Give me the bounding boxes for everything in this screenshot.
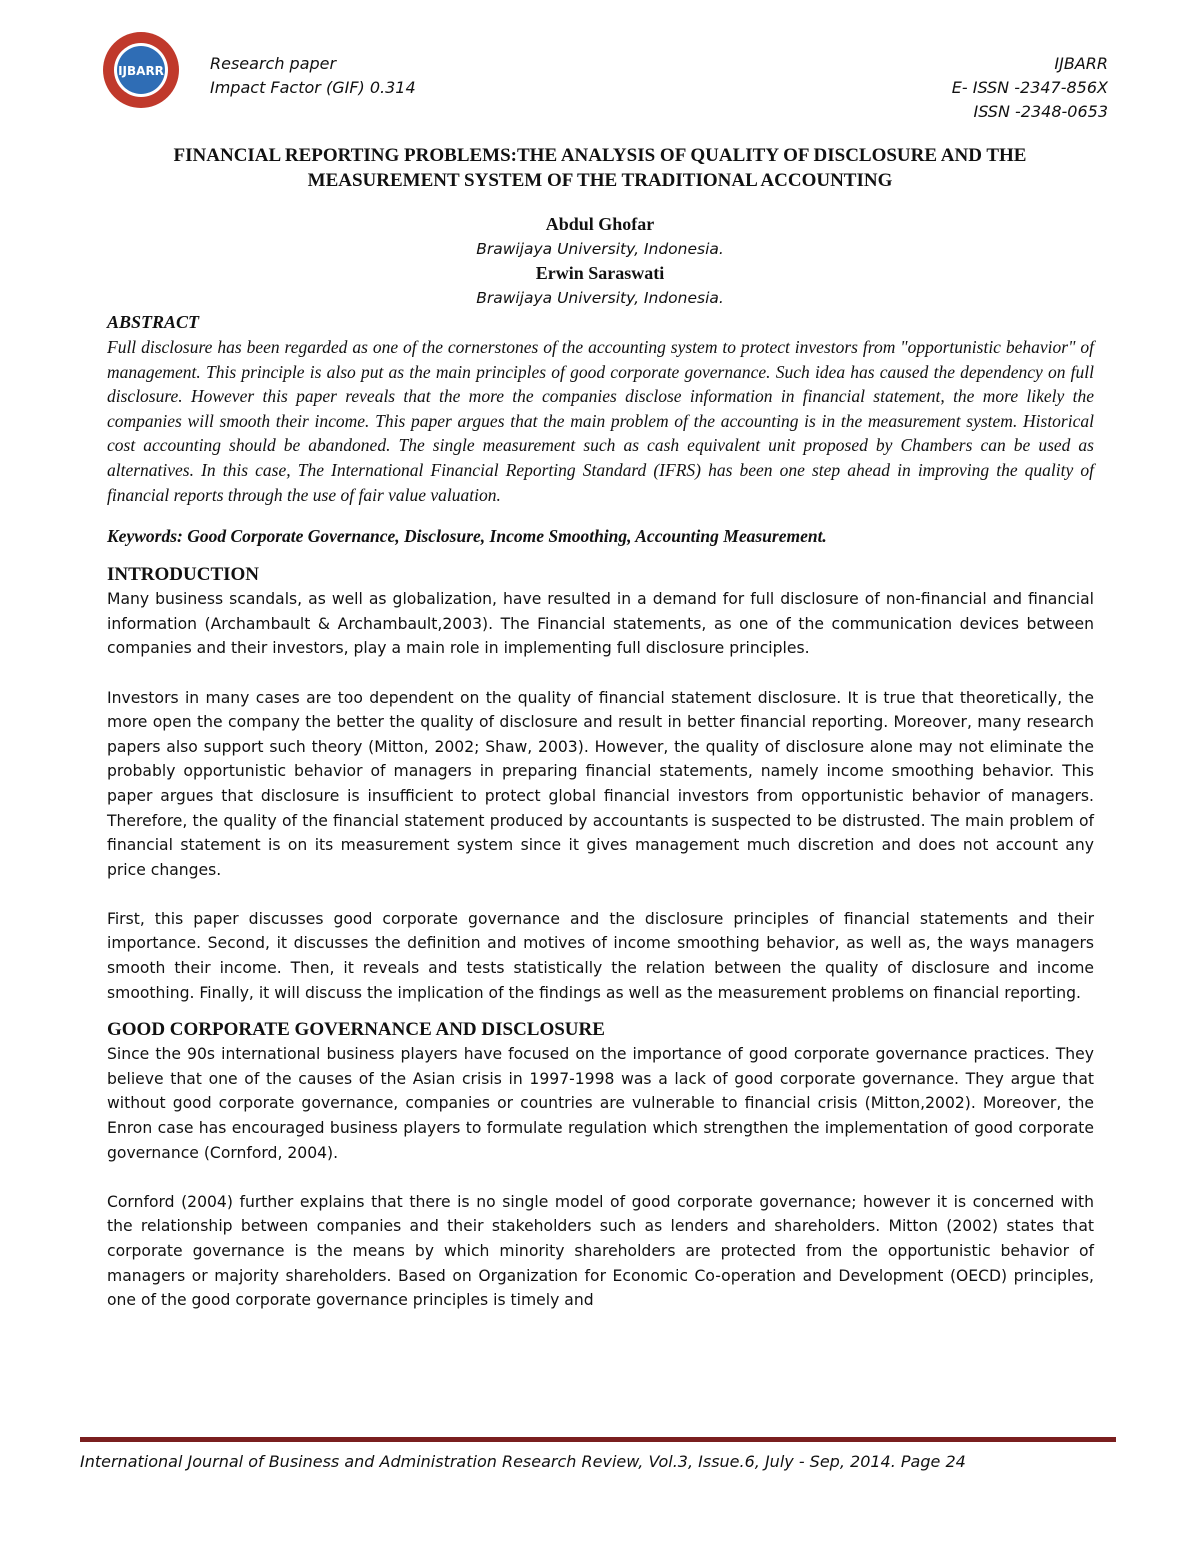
e-issn: E- ISSN -2347-856X [951,78,1108,97]
paragraph: Since the 90s international business players have focused on the importance of good corporate governance practices. They believe that one of the causes of the Asian crisis in 1997-1998 was a lack of good corporate governance. They argue that without good corporate governance, companies or countries are vulnerable to financial crisis (Mitton,2002). Moreover, the Enron case has encouraged business players to formulate regulation which strengthen the implementation of good corporate governance (Cornford, 2004). [107,1045,1094,1162]
paper-body [107,310,1094,1313]
footer-rule [80,1437,1116,1442]
page-footer: International Journal of Business and Administration Research Review, Vol.3, Issue.6, July - Sep, 2014. Page 24 [80,1452,966,1471]
abstract-heading: ABSTRACT [107,312,200,332]
section-heading: GOOD CORPORATE GOVERNANCE AND DISCLOSURE [107,1019,605,1041]
paragraph: Investors in many cases are too dependent on the quality of financial statement disclosure. It is true that theoretically, the more open the company the better the quality of disclosure and result in better financial reporting. Moreover, many research papers also support such theory (Mitton, 2002; Shaw, 2003). However, the quality of disclosure alone may not eliminate the probably opportunistic behavior of managers in preparing financial statements, namely income smoothing behavior. This paper argues that disclosure is insufficient to protect global financial investors from opportunistic behavior of managers. Therefore, the quality of the financial statement produced by accountants is suspected to be distrusted. The main problem of financial statement is on its measurement system since it gives management much discretion and does not account any price changes. [107,688,1094,879]
impact-factor: Impact Factor (GIF) 0.314 [210,78,416,97]
author-name: Abdul Ghofar [545,214,655,234]
journal-abbrev: IJBARR [1054,54,1108,73]
author-affiliation: Brawijaya University, Indonesia. [476,239,724,258]
abstract-text: Full disclosure has been regarded as one of the cornerstones of the accounting system to protect investors from "opportunistic behavior" of management. This principle is also put as the main principles of good corporate governance. Such idea has caused the dependency on full disclosure. However this paper reveals that the more the companies disclose information in financial statement, the more likely the companies will smooth their income. This paper argues that the main problem of the accounting is in the measurement system. Historical cost accounting should be abandoned. The single measurement such as cash equivalent unit proposed by Chambers can be used as alternatives. In this case, The International Financial Reporting Standard (IFRS) has been one step ahead in improving the quality of financial reports through the use of fair value valuation. [107,337,1094,505]
author-block [100,212,1100,310]
paper-type: Research paper [210,54,337,73]
paragraph: Many business scandals, as well as globalization, have resulted in a demand for full disclosure of non-financial and financial information (Archambault & Archambault,2003). The Financial statements, as one of the communication devices between companies and their investors, play a main role in implementing full disclosure principles. [107,590,1094,658]
section-heading: INTRODUCTION [107,564,260,586]
issn: ISSN -2348-0653 [973,102,1108,121]
author-name: Erwin Saraswati [535,263,665,283]
journal-logo [95,30,191,110]
header-left [210,52,416,100]
paper-title: FINANCIAL REPORTING PROBLEMS:THE ANALYSIS OF QUALITY OF DISCLOSURE AND THE MEASUREMENT SYSTEM OF THE TRADITIONAL ACCOUNTING [173,145,1027,191]
logo-text: IJBARR [118,64,164,78]
paragraph: Cornford (2004) further explains that there is no single model of good corporate governance; however it is concerned with the relationship between companies and their stakeholders such as lenders and shareholders. Mitton (2002) states that corporate governance is the means by which minority shareholders are protected from the opportunistic behavior of managers or majority shareholders. Based on Organization for Economic Co-operation and Development (OECD) principles, one of the good corporate governance principles is timely and [107,1192,1094,1310]
author-affiliation: Brawijaya University, Indonesia. [476,288,724,307]
keywords: Keywords: Good Corporate Governance, Disclosure, Income Smoothing, Accounting Measurement. [107,526,827,547]
header-right [952,52,1108,124]
paragraph: First, this paper discusses good corporate governance and the disclosure principles of financial statements and their importance. Second, it discusses the definition and motives of income smoothing behavior, as well as, the ways managers smooth their income. Then, it reveals and tests statistically the relation between the quality of disclosure and income smoothing. Finally, it will discuss the implication of the findings as well as the measurement problems on financial reporting. [107,909,1094,1002]
